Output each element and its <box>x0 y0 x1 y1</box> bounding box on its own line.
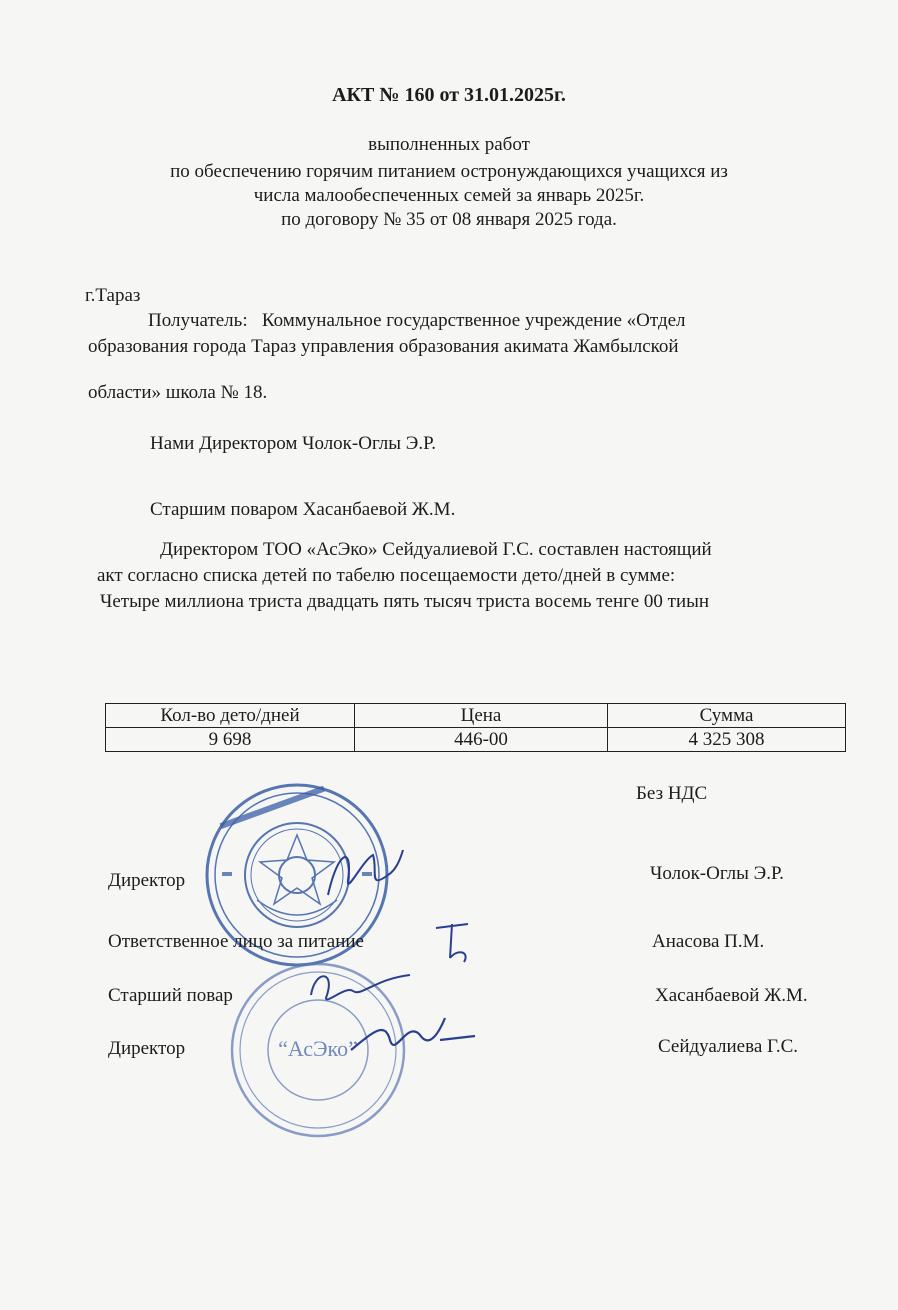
table-header-cell: Сумма <box>608 704 846 728</box>
company-director-signature <box>345 1010 480 1070</box>
city: г.Тараз <box>85 285 141 306</box>
signature-role-cook: Старший повар <box>108 985 233 1006</box>
table-header-cell: Кол-во дето/дней <box>106 704 355 728</box>
vat-note: Без НДС <box>636 783 708 804</box>
signature-role-company-director: Директор <box>108 1038 186 1059</box>
signature-name-cook: Хасанбаевой Ж.М. <box>655 985 808 1006</box>
signature-name-company-director: Сейдуалиева Г.С. <box>658 1036 799 1057</box>
director-signature <box>318 840 408 910</box>
act-title: АКТ № 160 от 31.01.2025г. <box>332 84 566 106</box>
signature-role-director: Директор <box>108 870 186 891</box>
recipient-line-3: области» школа № 18. <box>88 382 268 403</box>
act-statement-line-3: Четыре миллиона триста двадцать пять тысяч триста восемь тенге 00 тиын <box>100 591 710 612</box>
subtitle-line-1: выполненных работ <box>368 134 530 155</box>
company-seal-name: “АсЭко” <box>278 1036 358 1061</box>
signature-role-responsible: Ответственное лицо за питание <box>108 931 364 952</box>
party-cook: Старшим поваром Хасанбаевой Ж.М. <box>150 499 456 520</box>
signature-name-responsible: Анасова П.М. <box>652 931 765 952</box>
subtitle-line-2: по обеспечению горячим питанием остронуждающихся учащихся из <box>170 161 728 182</box>
subtitle-line-3: числа малообеспеченных семей за январь 2025г. <box>253 185 645 206</box>
recipient-line-1 <box>148 309 686 333</box>
party-director: Нами Директором Чолок-Оглы Э.Р. <box>150 433 437 454</box>
subtitle-line-4: по договору № 35 от 08 января 2025 года. <box>281 209 617 230</box>
totals-table <box>105 703 846 752</box>
recipient-label: Получатель: <box>148 310 248 331</box>
recipient-text-1: Коммунальное государственное учреждение «Отдел <box>261 310 686 331</box>
signature-name-director: Чолок-Оглы Э.Р. <box>650 863 784 884</box>
table-cell: 9 698 <box>106 728 355 752</box>
table-cell: 4 325 308 <box>608 728 846 752</box>
recipient-line-2: образования города Тараз управления образования акимата Жамбылской <box>88 336 679 357</box>
act-statement-line-2: акт согласно списка детей по табелю посещаемости дето/дней в сумме: <box>97 565 676 586</box>
table-header-row <box>106 704 846 728</box>
cook-signature <box>305 965 415 1015</box>
table-header-cell: Цена <box>355 704 608 728</box>
table-row <box>106 728 846 752</box>
responsible-signature <box>428 918 478 966</box>
act-statement-line-1: Директором ТОО «АсЭко» Сейдуалиевой Г.С. составлен настоящий <box>160 539 712 560</box>
table-cell: 446-00 <box>355 728 608 752</box>
